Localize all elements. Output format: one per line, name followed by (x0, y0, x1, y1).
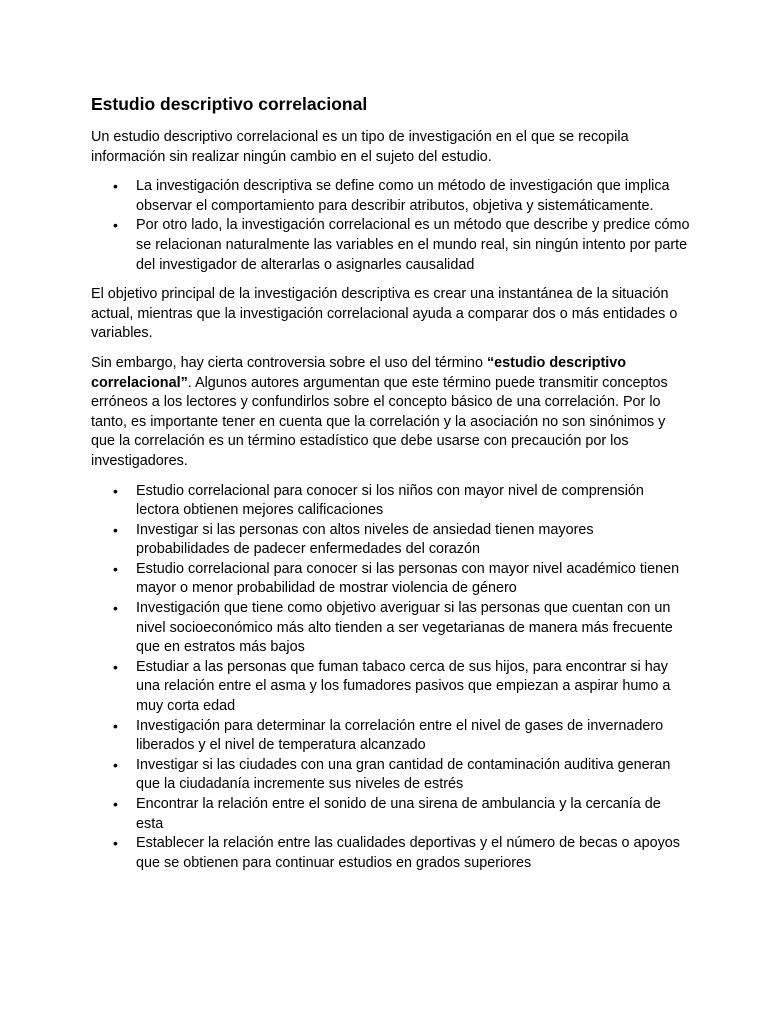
list-item (91, 521, 691, 560)
list-item (91, 560, 691, 599)
bullet-icon: • (113, 560, 118, 577)
list-item-text: Investigar si las personas con altos niveles de ansiedad tienen mayores probabilidades de padecer enfermedades del corazón (136, 521, 594, 558)
examples-list (91, 482, 691, 874)
list-item (91, 216, 691, 275)
controversy-term: “estudio descriptivo correlacional” (91, 354, 627, 391)
list-item (91, 658, 691, 717)
bullet-icon: • (113, 717, 118, 734)
list-item-text: Por otro lado, la investigación correlacional es un método que describe y predice cómo se relacionan naturalmente las variables en el mundo real, sin ningún intento por parte del investigador de alterarlas o asignarles causalidad (136, 217, 690, 273)
bullet-icon: • (113, 658, 118, 675)
bullet-icon: • (113, 756, 118, 773)
bullet-icon: • (113, 482, 118, 499)
list-item (91, 482, 691, 521)
document-page (91, 90, 691, 883)
list-item (91, 795, 691, 834)
list-item (91, 834, 691, 873)
list-item-text: Establecer la relación entre las cualidades deportivas y el número de becas o apoyos que se obtienen para continuar estudios en grados superiores (136, 835, 680, 871)
controversy-text-after: . Algunos autores argumentan que este término puede transmitir conceptos erróneos a los lectores y confundirlos sobre el concepto básico de una correlación. Por lo tanto, es importante tener en cuenta que la correlación y la asociación no son sinónimos y que la correlación es un término estadístico que debe usarse con precaución por los investigadores. (91, 374, 668, 469)
list-item-text: Encontrar la relación entre el sonido de una sirena de ambulancia y la cercanía de esta (136, 796, 661, 832)
bullet-icon: • (113, 521, 118, 538)
controversy-paragraph (91, 354, 691, 472)
controversy-text-before: Sin embargo, hay cierta controversia sobre el uso del término (91, 354, 487, 371)
list-item (91, 717, 691, 756)
bullet-icon: • (113, 835, 118, 852)
list-item (91, 177, 691, 216)
list-item-text: Investigación para determinar la correlación entre el nivel de gases de invernadero liberados y el nivel de temperatura alcanzado (136, 717, 664, 754)
intro-paragraph: Un estudio descriptivo correlacional es un tipo de investigación en el que se recopila información sin realizar ningún cambio en el sujeto del estudio. (91, 129, 629, 165)
list-item (91, 599, 691, 658)
bullet-icon: • (113, 796, 118, 812)
list-item-text: Investigar si las ciudades con una gran cantidad de contaminación auditiva generan que la ciudadanía incremente sus niveles de estrés (136, 756, 671, 793)
list-item-text: Estudio correlacional para conocer si los niños con mayor nivel de comprensión lectora obtienen mejores calificaciones (136, 482, 644, 519)
list-item-text: Estudio correlacional para conocer si las personas con mayor nivel académico tienen mayor o menor probabilidad de mostrar violencia de género (136, 560, 680, 597)
list-item-text: Investigación que tiene como objetivo averiguar si las personas que cuentan con un nivel socioeconómico más alto tienden a ser vegetarianas de manera más frecuente que en estratos más bajos (136, 600, 673, 656)
bullet-icon: • (113, 217, 118, 234)
objective-paragraph: El objetivo principal de la investigación descriptiva es crear una instantánea de la situación actual, mientras que la investigación correlacional ayuda a comparar dos o más entidades o variables. (91, 286, 678, 342)
bullet-icon: • (113, 600, 118, 617)
definitions-list (91, 177, 691, 275)
document-title: Estudio descriptivo correlacional (91, 94, 368, 114)
list-item-text: Estudiar a las personas que fuman tabaco cerca de sus hijos, para encontrar si hay una relación entre el asma y los fumadores pasivos que empiezan a aspirar humo a muy corta edad (136, 658, 671, 715)
list-item (91, 756, 691, 795)
list-item-text: La investigación descriptiva se define como un método de investigación que implica observar el comportamiento para describir atributos, objetiva y sistemáticamente. (136, 178, 670, 214)
bullet-icon: • (113, 178, 118, 195)
